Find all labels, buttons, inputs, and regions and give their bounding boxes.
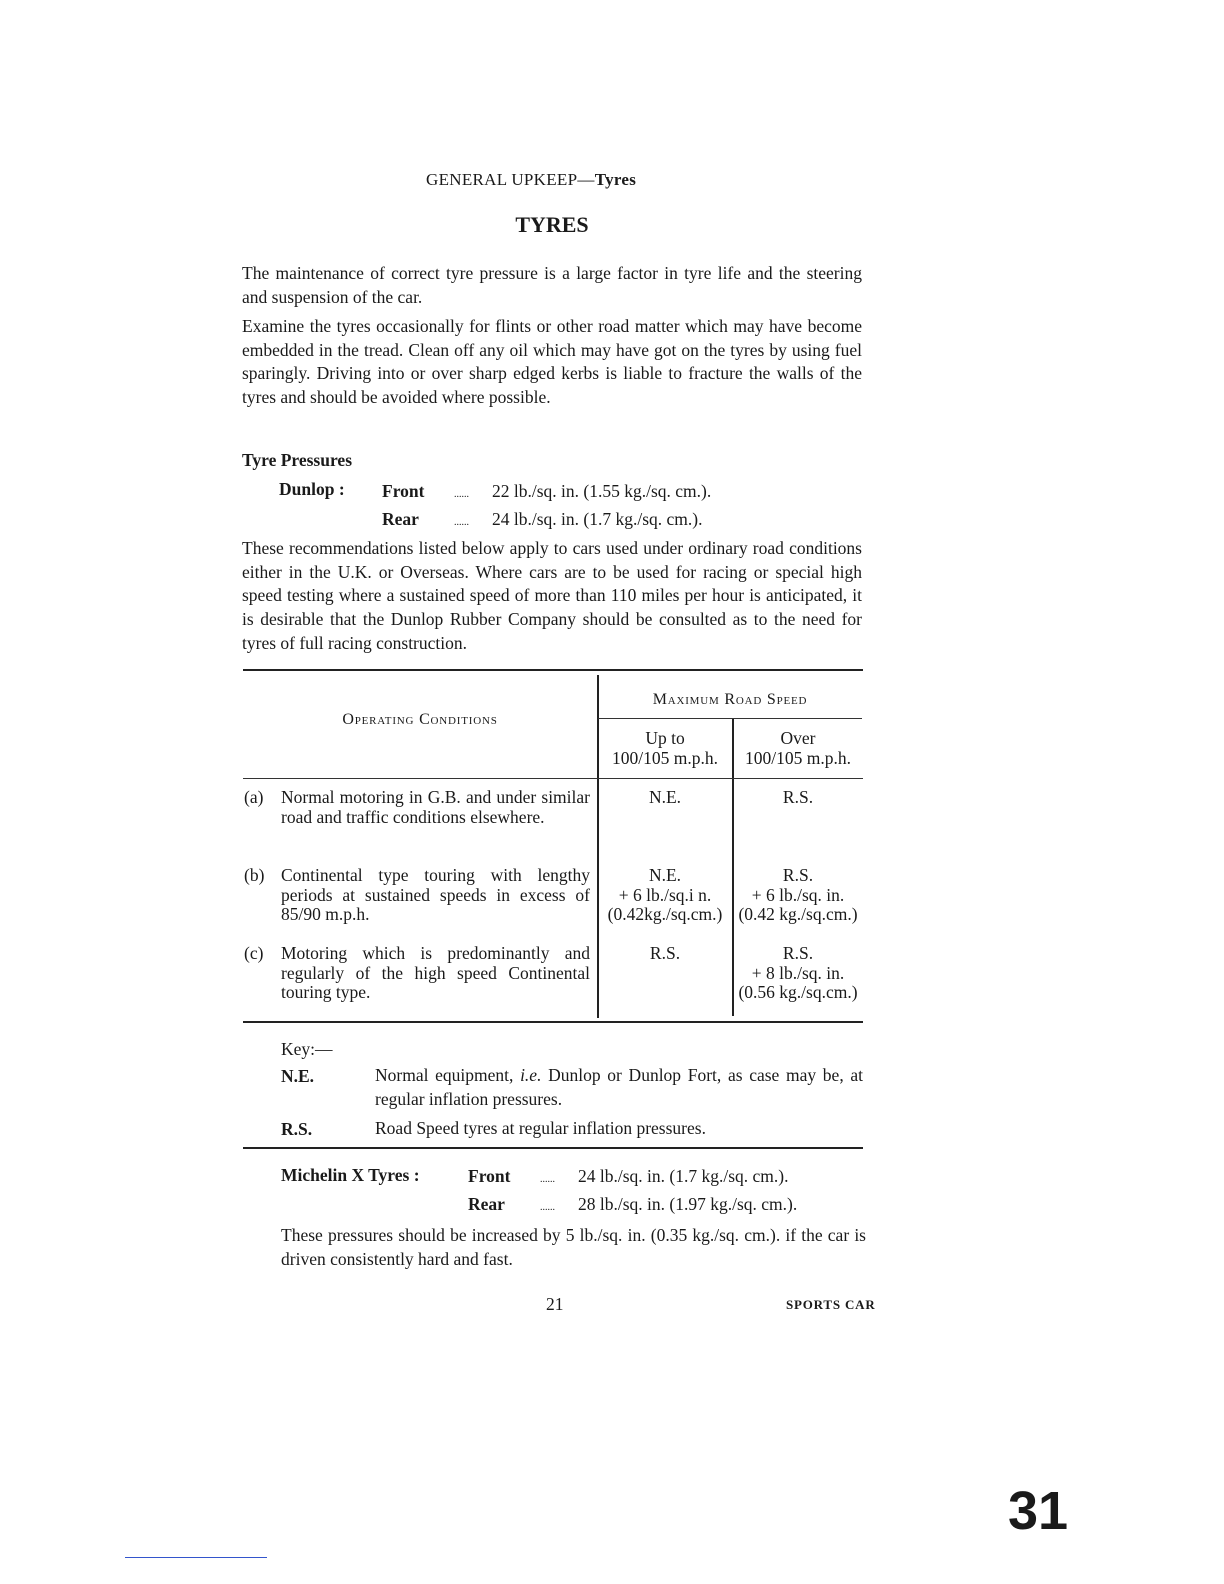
dunlop-rear-row	[382, 507, 711, 535]
key-heading: Key:—	[281, 1039, 333, 1059]
dunlop-pressures	[382, 479, 711, 535]
key-abbr-rs: R.S.	[281, 1119, 313, 1139]
footer-model: SPORTS CAR	[786, 1297, 876, 1312]
row-up-to	[598, 944, 732, 964]
key-text-rs: Road Speed tyres at regular inflation pressures.	[375, 1118, 706, 1138]
paragraph-examine: Examine the tyres occasionally for flints or other road matter which may have become embedded in the tread. Clean off any oil which may have got on the tyres by using fuel sparingly. Driving into or over sharp edged kerbs is liable to fracture the walls of the tyres and should be avoided where possible.	[242, 316, 862, 408]
leader-dots: ......	[540, 1174, 555, 1185]
position-label: Rear	[468, 1194, 505, 1214]
row-over	[733, 788, 863, 808]
dunlop-front-row	[382, 479, 711, 507]
cell-line: + 6 lb./sq. in.	[751, 884, 845, 905]
key-italic: i.e.	[520, 1065, 542, 1085]
michelin-note: These pressures should be increased by 5 lb./sq. in. (0.35 kg./sq. cm.). if the car is driven consistently hard and fast.	[281, 1225, 866, 1269]
position-label: Rear	[382, 509, 419, 529]
row-label: (c)	[244, 943, 264, 963]
row-up-to	[598, 866, 732, 925]
key-abbr-ne: N.E.	[281, 1066, 315, 1086]
cell-line: + 8 lb./sq. in.	[751, 962, 845, 983]
pressure-value: 22 lb./sq. in. (1.55 kg./sq. cm.).	[492, 481, 712, 501]
key-text: Dunlop or Dunlop Fort, as case may be, at regular inflation pressures.	[375, 1065, 864, 1109]
row-label: (a)	[244, 787, 264, 807]
table-divider	[597, 675, 599, 1018]
leader-dots: ......	[540, 1202, 555, 1213]
running-head-section: Tyres	[594, 170, 637, 189]
cell-line: R.S.	[649, 943, 681, 963]
row-over	[733, 866, 863, 925]
key-text: Normal equipment,	[375, 1065, 521, 1085]
michelin-rear-row	[468, 1192, 797, 1220]
dunlop-label: Dunlop :	[279, 479, 345, 499]
cell-line: (0.42kg./sq.cm.)	[607, 904, 723, 924]
key-text-ne	[375, 1064, 863, 1111]
position-label: Front	[382, 481, 425, 501]
header-operating-conditions: Operating Conditions	[342, 711, 498, 728]
page-number: 21	[546, 1294, 564, 1314]
paragraph-intro: The maintenance of correct tyre pressure is a large factor in tyre life and the steering and suspension of the car.	[242, 263, 862, 307]
running-head	[426, 170, 636, 190]
position-label: Front	[468, 1166, 511, 1186]
row-up-to	[598, 788, 732, 808]
header-up-to	[598, 729, 732, 768]
paragraph-recommendations: These recommendations listed below apply to cars used under ordinary road conditions either in the U.K. or Overseas. Where cars are to be used for racing or special high speed testing where a sustained speed of more than 110 miles per hour is anticipated, it is desirable that the Dunlop Rubber Company should be consulted as to the need for tyres of full racing construction.	[242, 538, 862, 653]
tyre-pressures-heading: Tyre Pressures	[242, 450, 353, 470]
cell-line: (0.42 kg./sq.cm.)	[738, 904, 858, 924]
pressure-value: 24 lb./sq. in. (1.7 kg./sq. cm.).	[492, 509, 703, 529]
row-condition: Normal motoring in G.B. and under similar road and traffic conditions elsewhere.	[281, 787, 590, 827]
pressure-value: 24 lb./sq. in. (1.7 kg./sq. cm.).	[578, 1166, 789, 1186]
header-line: 100/105 m.p.h.	[745, 747, 851, 768]
sheet-number: 31	[1008, 1481, 1069, 1541]
row-over	[733, 944, 863, 1003]
header-maximum-road-speed: Maximum Road Speed	[652, 691, 808, 708]
cell-line: N.E.	[648, 787, 682, 807]
table-header-rule	[243, 778, 863, 779]
table-bottom-rule	[243, 1021, 863, 1023]
cell-line: R.S.	[782, 865, 814, 885]
cell-line: N.E.	[648, 865, 682, 885]
pressure-value: 28 lb./sq. in. (1.97 kg./sq. cm.).	[578, 1194, 798, 1214]
header-over	[733, 729, 863, 768]
header-line: Over	[780, 728, 816, 748]
leader-dots: ......	[454, 489, 469, 500]
page-title: TYRES	[515, 212, 589, 237]
key-bottom-rule	[243, 1147, 863, 1149]
table-subheader-rule	[598, 718, 862, 719]
michelin-front-row	[468, 1164, 797, 1192]
table-top-rule	[243, 669, 863, 671]
row-condition: Motoring which is predominantly and regularly of the high speed Continental touring type.	[281, 943, 590, 1002]
cell-line: + 6 lb./sq.i n.	[618, 884, 712, 905]
footnote-rule	[125, 1557, 267, 1558]
running-head-prefix: GENERAL UPKEEP—	[426, 170, 595, 189]
header-line: Up to	[645, 728, 685, 748]
row-label: (b)	[244, 865, 265, 885]
michelin-label: Michelin X Tyres :	[281, 1165, 420, 1185]
michelin-pressures	[468, 1164, 797, 1220]
cell-line: (0.56 kg./sq.cm.)	[738, 982, 858, 1002]
cell-line: R.S.	[782, 787, 814, 807]
leader-dots: ......	[454, 517, 469, 528]
header-line: 100/105 m.p.h.	[612, 747, 718, 768]
cell-line: R.S.	[782, 943, 814, 963]
row-condition: Continental type touring with lengthy periods at sustained speeds in excess of 85/90 m.p.h.	[281, 865, 590, 924]
